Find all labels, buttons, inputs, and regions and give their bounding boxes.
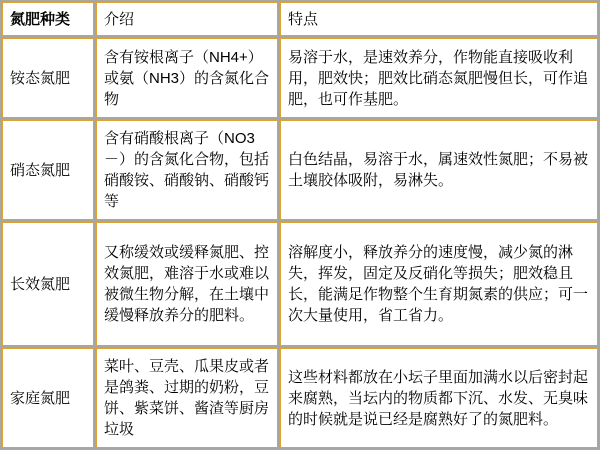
fertilizer-type-cell: 硝态氮肥: [2, 120, 94, 220]
fertilizer-type-cell: 铵态氮肥: [2, 38, 94, 118]
table-row: [2, 120, 598, 220]
intro-cell: 又称缓效或缓释氮肥、控效氮肥，难溶于水或难以被微生物分解，在土壤中缓慢释放养分的肥料。: [96, 222, 278, 346]
table-row: [2, 38, 598, 118]
header-cell-type: 氮肥种类: [2, 2, 94, 36]
table-row: [2, 222, 598, 346]
header-cell-traits: 特点: [280, 2, 598, 36]
fertilizer-type-cell: 家庭氮肥: [2, 348, 94, 448]
traits-cell: 溶解度小，释放养分的速度慢，减少氮的淋失，挥发，固定及反硝化等损失；肥效稳且长，能满足作物整个生育期氮素的供应；可一次大量使用，省工省力。: [280, 222, 598, 346]
header-cell-intro: 介绍: [96, 2, 278, 36]
intro-cell: 含有铵根离子（NH4+）或氨（NH3）的含氮化合物: [96, 38, 278, 118]
table-row: [2, 348, 598, 448]
traits-cell: 白色结晶，易溶于水，属速效性氮肥；不易被土壤胶体吸附，易淋失。: [280, 120, 598, 220]
traits-cell: 易溶于水，是速效养分，作物能直接吸收利用，肥效快；肥效比硝态氮肥慢但长，可作追肥，也可作基肥。: [280, 38, 598, 118]
traits-cell: 这些材料都放在小坛子里面加满水以后密封起来腐熟，当坛内的物质都下沉、水发、无臭味的时候就是说已经是腐熟好了的氮肥料。: [280, 348, 598, 448]
header-row: [2, 2, 598, 36]
fertilizer-type-cell: 长效氮肥: [2, 222, 94, 346]
intro-cell: 含有硝酸根离子（NO3－）的含氮化合物，包括硝酸铵、硝酸钠、硝酸钙等: [96, 120, 278, 220]
intro-cell: 菜叶、豆壳、瓜果皮或者是鸽粪、过期的奶粉，豆饼、紫菜饼、酱渣等厨房垃圾: [96, 348, 278, 448]
